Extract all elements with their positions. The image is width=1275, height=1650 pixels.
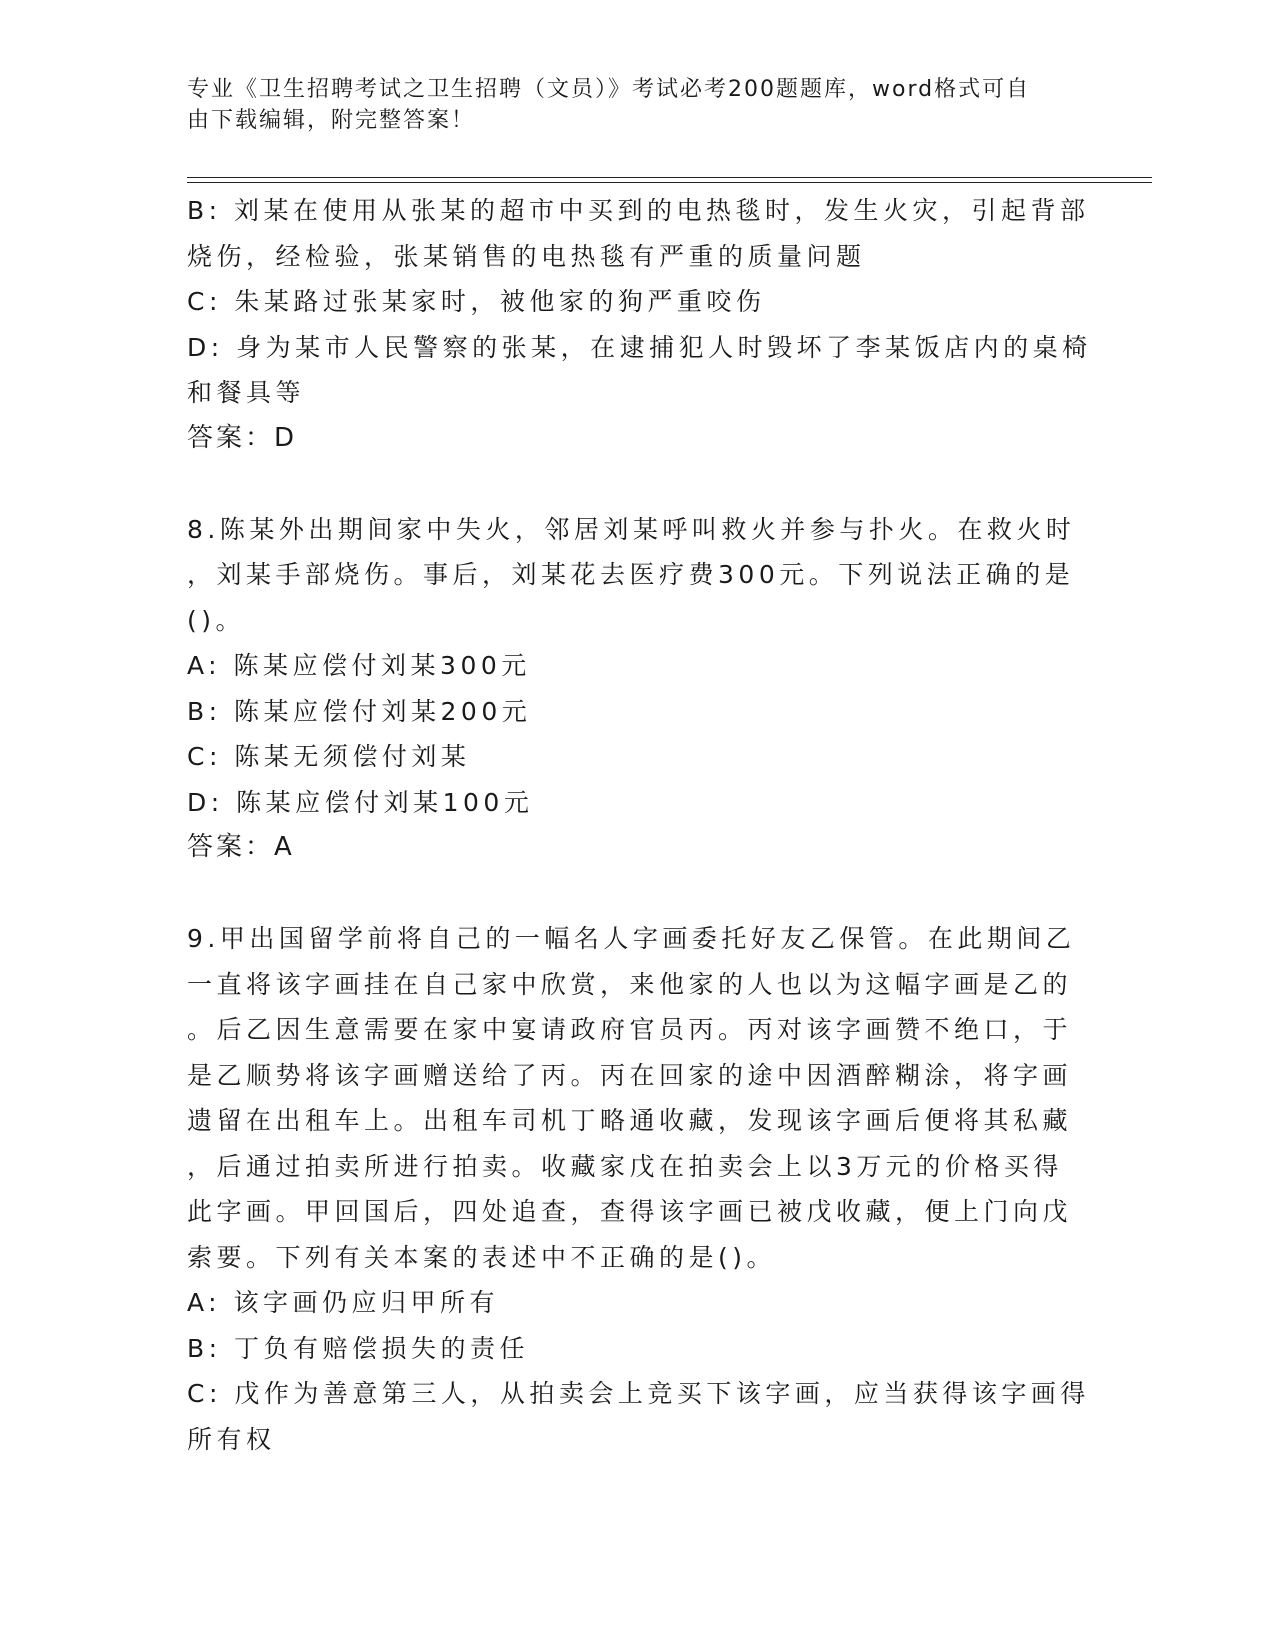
q9-option-c-line-1: C: 戊作为善意第三人，从拍卖会上竞买下该字画，应当获得该字画得 — [187, 1379, 1090, 1408]
q8-option-d: D: 陈某应偿付刘某100元 — [187, 787, 534, 817]
q8-answer: 答案：A — [187, 832, 295, 862]
spacer — [187, 461, 1087, 507]
q7-answer: 答案：D — [187, 422, 298, 453]
q9-stem-line-4: 是乙顺势将该字画赠送给了丙。丙在回家的途中因酒醉糊涂，将字画 — [187, 1060, 1073, 1090]
q7-option-d-line-1: D: 身为某市人民警察的张某，在逮捕犯人时毁坏了李某饭店内的桌椅 — [187, 332, 1092, 362]
q9-stem-line-2: 一直将该字画挂在自己家中欣赏，来他家的人也以为这幅字画是乙的 — [187, 969, 1073, 999]
header-title-line-1: 专业《卫生招聘考试之卫生招聘（文员）》考试必考200题题库，word格式可自 — [187, 77, 1031, 102]
q8-option-a: A: 陈某应偿付刘某300元 — [187, 651, 531, 680]
q9-stem-line-1: 9.甲出国留学前将自己的一幅名人字画委托好友乙保管。在此期间乙 — [187, 924, 1076, 953]
q9-stem-line-6: ，后通过拍卖所进行拍卖。收藏家戊在拍卖会上以3万元的价格买得 — [187, 1151, 1063, 1181]
q9-option-a: A: 该字画仍应归甲所有 — [187, 1288, 500, 1317]
question-8 — [187, 507, 1087, 871]
question-9 — [187, 916, 1090, 1462]
question-7-continued — [187, 188, 1092, 461]
q8-stem-line-2: ，刘某手部烧伤。事后，刘某花去医疗费300元。下列说法正确的是 — [187, 560, 1075, 589]
header-title-line-2: 由下载编辑，附完整答案！ — [187, 108, 476, 133]
document-header — [187, 74, 1067, 136]
q9-option-b: B: 丁负有赔偿损失的责任 — [187, 1333, 530, 1363]
q9-stem-line-3: 。后乙因生意需要在家中宴请政府官员丙。丙对该字画赞不绝口，于 — [187, 1015, 1073, 1044]
q8-option-b: B: 陈某应偿付刘某200元 — [187, 696, 532, 726]
q9-option-c-line-2: 所有权 — [187, 1424, 276, 1454]
q9-stem-line-8: 索要。下列有关本案的表述中不正确的是()。 — [187, 1242, 777, 1272]
q9-stem-line-7: 此字画。甲回国后，四处追查，查得该字画已被戊收藏，便上门向戊 — [187, 1197, 1073, 1226]
header-divider-top — [187, 177, 1152, 178]
q7-option-b-line-2: 烧伤，经检验，张某销售的电热毯有严重的质量问题 — [187, 241, 866, 271]
q9-stem-line-5: 遗留在出租车上。出租车司机丁略通收藏，发现该字画后便将其私藏 — [187, 1106, 1073, 1135]
q7-option-b-line-1: B: 刘某在使用从张某的超市中买到的电热毯时，发生火灾，引起背部 — [187, 196, 1090, 225]
q8-stem-line-1: 8.陈某外出期间家中失火，邻居刘某呼叫救火并参与扑火。在救火时 — [187, 514, 1076, 544]
spacer — [187, 871, 1087, 917]
q7-option-c: C: 朱某路过张某家时，被他家的狗严重咬伤 — [187, 287, 766, 316]
q8-stem-line-3: ()。 — [187, 605, 246, 635]
header-divider-bottom — [187, 182, 1152, 183]
question-content — [187, 188, 1092, 1462]
q7-option-d-line-2: 和餐具等 — [187, 378, 306, 407]
q8-option-c: C: 陈某无须偿付刘某 — [187, 742, 471, 771]
